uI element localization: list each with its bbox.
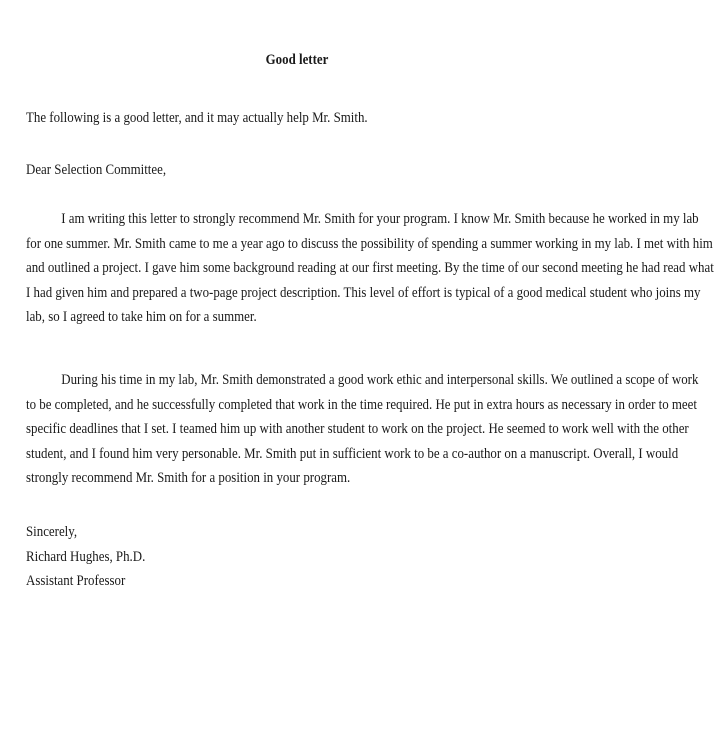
valediction: Sincerely, bbox=[26, 524, 78, 540]
document-title: Good letter bbox=[265, 52, 329, 68]
signer-name: Richard Hughes, Ph.D. bbox=[26, 548, 146, 565]
salutation bbox=[26, 158, 571, 183]
paragraph-line: to be completed, and he successfully completed that work in the time required. He put in extra hours as necessary in order to meet bbox=[26, 396, 697, 413]
intro-sentence bbox=[26, 106, 571, 131]
paragraph-line: strongly recommend Mr. Smith for a position in your program. bbox=[26, 470, 351, 486]
paragraph-line: I had given him and prepared a two-page project description. This level of effort is typical of a good medical student who joins my bbox=[26, 284, 701, 301]
intro-line: The following is a good letter, and it may actually help Mr. Smith. bbox=[26, 110, 368, 126]
paragraph-line: and outlined a project. I gave him some background reading at our first meeting. By the time of our second meeting he had read what bbox=[26, 260, 714, 276]
paragraph-line: During his time in my lab, Mr. Smith demonstrated a good work ethic and interpersonal skills. We outlined a scope of work bbox=[61, 372, 699, 388]
paragraph-line: for one summer. Mr. Smith came to me a year ago to discuss the possibility of spending a summer working in my lab. I met with him bbox=[26, 235, 713, 252]
paragraph-2 bbox=[26, 368, 699, 491]
paragraph-1 bbox=[26, 207, 714, 330]
salutation-line: Dear Selection Committee, bbox=[26, 162, 167, 178]
signature-block bbox=[26, 520, 571, 594]
signer-position: Assistant Professor bbox=[26, 573, 126, 589]
paragraph-line: I am writing this letter to strongly recommend Mr. Smith for your program. I know Mr. Smith because he worked in my lab bbox=[61, 211, 699, 227]
paragraph-line: specific deadlines that I set. I teamed him up with another student to work on the project. He seemed to work well with the other bbox=[26, 421, 689, 437]
paragraph-line: lab, so I agreed to take him on for a summer. bbox=[26, 309, 257, 325]
paragraph-line: student, and I found him very personable. Mr. Smith put in sufficient work to be a co-author on a manuscript. Overall, I would bbox=[26, 445, 679, 462]
